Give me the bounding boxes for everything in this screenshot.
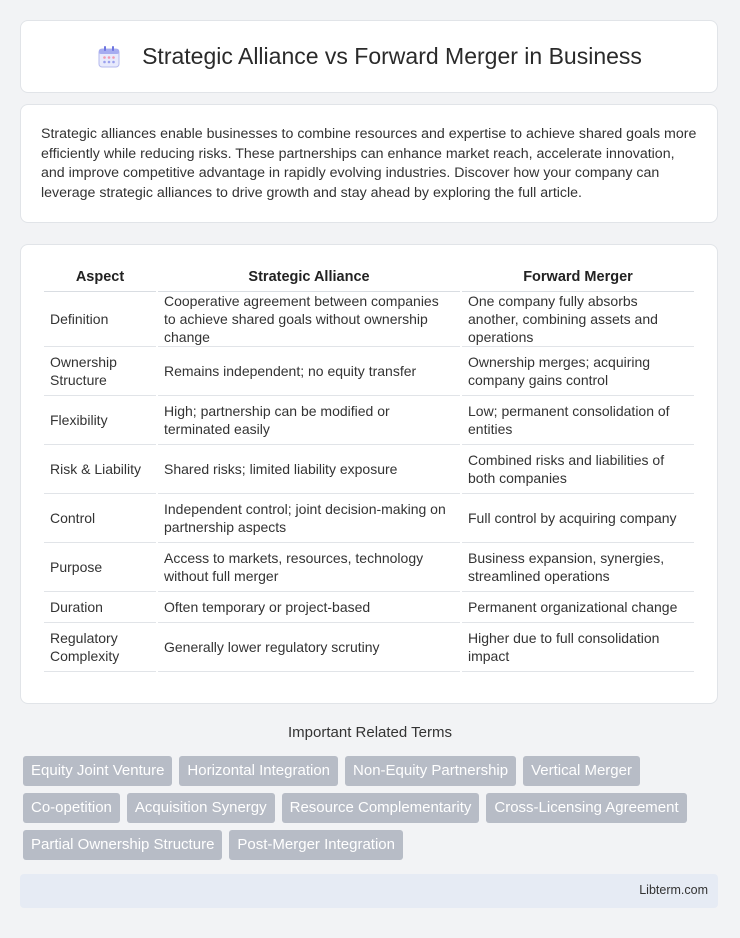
cell-forward-merger: Permanent organizational change — [462, 592, 694, 623]
site-link[interactable]: Libterm.com — [639, 883, 708, 897]
cell-strategic-alliance: Remains independent; no equity transfer — [158, 347, 460, 396]
cell-aspect: Ownership Structure — [44, 347, 156, 396]
related-term-tag[interactable]: Co-opetition — [23, 793, 120, 823]
cell-strategic-alliance: High; partnership can be modified or terminated easily — [158, 396, 460, 445]
intro-card — [20, 104, 718, 223]
cell-forward-merger: One company fully absorbs another, combining assets and operations — [462, 292, 694, 347]
related-terms-list — [23, 756, 723, 860]
related-terms-title: Important Related Terms — [288, 724, 452, 741]
header-card — [20, 20, 718, 93]
cell-aspect: Flexibility — [44, 396, 156, 445]
cell-strategic-alliance: Cooperative agreement between companies to achieve shared goals without ownership change — [158, 292, 460, 347]
comparison-card — [20, 244, 718, 704]
table-row — [44, 592, 694, 623]
related-term-tag[interactable]: Non-Equity Partnership — [345, 756, 516, 786]
cell-aspect: Definition — [44, 292, 156, 347]
related-term-tag[interactable]: Post-Merger Integration — [229, 830, 403, 860]
related-term-tag[interactable]: Equity Joint Venture — [23, 756, 172, 786]
cell-forward-merger: Ownership merges; acquiring company gains control — [462, 347, 694, 396]
cell-forward-merger: Low; permanent consolidation of entities — [462, 396, 694, 445]
cell-forward-merger: Business expansion, synergies, streamlined operations — [462, 543, 694, 592]
cell-strategic-alliance: Shared risks; limited liability exposure — [158, 445, 460, 494]
cell-aspect: Regulatory Complexity — [44, 623, 156, 672]
page-title: Strategic Alliance vs Forward Merger in Business — [142, 43, 642, 69]
related-term-tag[interactable]: Horizontal Integration — [179, 756, 338, 786]
cell-strategic-alliance: Independent control; joint decision-making on partnership aspects — [158, 494, 460, 543]
cell-aspect: Risk & Liability — [44, 445, 156, 494]
comparison-table — [42, 265, 696, 672]
table-row — [44, 445, 694, 494]
cell-forward-merger: Full control by acquiring company — [462, 494, 694, 543]
cell-strategic-alliance: Often temporary or project-based — [158, 592, 460, 623]
table-row — [44, 396, 694, 445]
related-term-tag[interactable]: Resource Complementarity — [282, 793, 480, 823]
table-row — [44, 623, 694, 672]
related-term-tag[interactable]: Acquisition Synergy — [127, 793, 275, 823]
table-row — [44, 543, 694, 592]
footer — [20, 874, 718, 908]
cell-strategic-alliance: Generally lower regulatory scrutiny — [158, 623, 460, 672]
cell-forward-merger: Combined risks and liabilities of both companies — [462, 445, 694, 494]
cell-strategic-alliance: Access to markets, resources, technology without full merger — [158, 543, 460, 592]
column-header-strategic-alliance: Strategic Alliance — [158, 265, 460, 292]
related-term-tag[interactable]: Partial Ownership Structure — [23, 830, 222, 860]
related-term-tag[interactable]: Cross-Licensing Agreement — [486, 793, 686, 823]
column-header-forward-merger: Forward Merger — [462, 265, 694, 292]
cell-forward-merger: Higher due to full consolidation impact — [462, 623, 694, 672]
intro-text: Strategic alliances enable businesses to combine resources and expertise to achieve shared goals more efficiently while reducing risks. These partnerships can enhance market reach, accelerate innovation, and improve competitive advantage in rapidly evolving industries. Discover how your company can leverage strategic alliances to drive growth and stay ahead by exploring the full article. — [41, 126, 697, 201]
table-row — [44, 292, 694, 347]
table-row — [44, 347, 694, 396]
table-row — [44, 494, 694, 543]
cell-aspect: Purpose — [44, 543, 156, 592]
cell-aspect: Duration — [44, 592, 156, 623]
column-header-aspect: Aspect — [44, 265, 156, 292]
calendar-icon — [96, 44, 122, 70]
related-term-tag[interactable]: Vertical Merger — [523, 756, 640, 786]
cell-aspect: Control — [44, 494, 156, 543]
